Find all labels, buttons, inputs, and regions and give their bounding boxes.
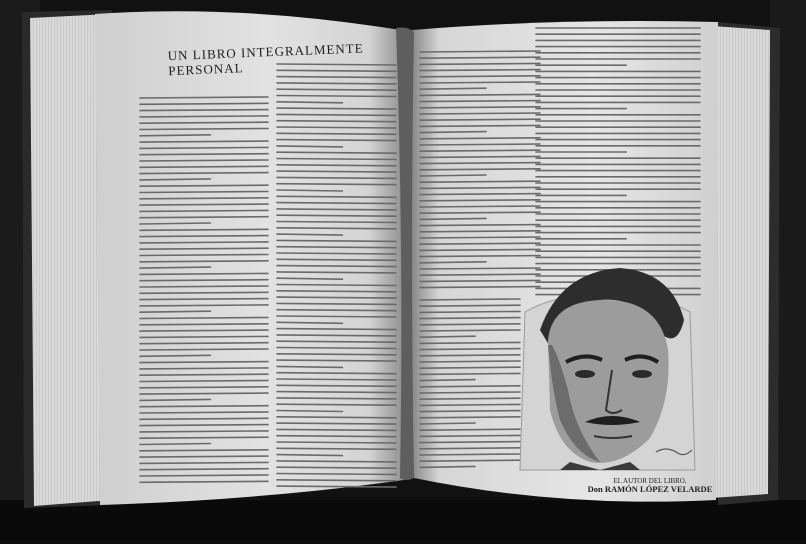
text-line (420, 311, 520, 312)
text-line (277, 259, 396, 260)
text-line (277, 127, 396, 128)
text-line (420, 398, 520, 399)
text-line (420, 187, 540, 188)
text-line (277, 404, 396, 405)
text-line (420, 175, 486, 176)
text-line (140, 311, 210, 312)
text-line (140, 179, 210, 180)
text-line (420, 156, 540, 157)
text-line (277, 316, 396, 317)
text-line (420, 218, 486, 219)
text-line (277, 411, 342, 412)
text-line (420, 460, 520, 461)
text-line (277, 177, 396, 178)
text-line (277, 215, 396, 216)
text-line (277, 429, 396, 430)
text-line (420, 392, 520, 393)
text-line (420, 411, 520, 412)
text-line (277, 165, 396, 166)
text-line (140, 431, 268, 432)
text-line (140, 110, 268, 111)
text-line (420, 144, 540, 145)
text-line (277, 114, 396, 115)
text-line (140, 166, 268, 167)
text-line (277, 348, 396, 349)
text-line (277, 196, 396, 197)
text-line (277, 335, 396, 336)
text-line (140, 336, 268, 337)
text-line (420, 76, 540, 77)
text-line (277, 222, 396, 223)
text-line (277, 285, 396, 286)
text-line (420, 355, 520, 356)
text-line (420, 417, 520, 418)
text-line (140, 374, 268, 375)
text-line (140, 399, 210, 400)
text-line (140, 160, 268, 161)
text-line (140, 103, 268, 104)
text-line (277, 398, 396, 399)
text-line (277, 266, 396, 267)
text-line (277, 247, 396, 248)
text-line (277, 486, 396, 487)
text-line (140, 135, 210, 136)
text-line (140, 116, 268, 117)
text-line (140, 469, 268, 470)
portrait-caption-line1: EL AUTOR DEL LIBRO, (613, 477, 687, 485)
text-line (140, 368, 268, 369)
text-line (420, 274, 540, 275)
text-line (420, 367, 520, 368)
text-line (420, 287, 540, 288)
text-line (420, 119, 540, 120)
text-line (140, 355, 210, 356)
text-line (277, 146, 342, 147)
text-line (420, 299, 520, 300)
text-line (140, 261, 268, 262)
text-line (277, 455, 342, 456)
text-line (277, 240, 396, 241)
text-line (420, 125, 540, 126)
text-line (277, 234, 342, 235)
text-line (140, 381, 268, 382)
text-line (420, 330, 520, 331)
text-line (420, 212, 540, 213)
portrait-caption-line2: Don RAMÓN LÓPEZ VELARDE (587, 484, 713, 495)
text-line (420, 206, 540, 207)
text-line (140, 154, 268, 155)
text-line (420, 448, 520, 449)
text-line (140, 299, 268, 300)
text-line (140, 418, 268, 419)
text-line (277, 341, 396, 342)
text-line (140, 223, 210, 224)
text-line (420, 88, 486, 89)
text-line (277, 379, 396, 380)
text-line (420, 138, 540, 139)
text-line (277, 152, 396, 153)
text-line (140, 324, 268, 325)
text-line (140, 204, 268, 205)
text-line (420, 249, 540, 250)
text-line (277, 209, 396, 210)
text-line (420, 181, 540, 182)
text-line (420, 94, 540, 95)
text-line (140, 198, 268, 199)
text-line (277, 467, 396, 468)
text-line (420, 57, 540, 58)
text-line (140, 217, 268, 218)
text-line (140, 286, 268, 287)
floor-shadow (0, 500, 806, 540)
text-line (140, 387, 268, 388)
text-line (277, 291, 396, 292)
text-line (277, 366, 342, 367)
text-line (277, 184, 396, 185)
left-page-headline: UN LIBRO INTEGRALMENTE PERSONAL (167, 40, 364, 79)
text-line (140, 450, 268, 451)
text-line (140, 273, 268, 274)
text-line (140, 318, 268, 319)
text-line (420, 231, 540, 232)
text-line (277, 392, 396, 393)
text-line (140, 292, 268, 293)
text-line (420, 237, 540, 238)
text-line (140, 456, 268, 457)
text-line (420, 386, 520, 387)
text-line (420, 107, 540, 108)
text-line (420, 200, 540, 201)
text-line (420, 280, 540, 281)
text-line (140, 349, 268, 350)
text-line (140, 362, 268, 363)
text-line (277, 436, 396, 437)
text-line (140, 210, 268, 211)
text-line (140, 248, 268, 249)
text-line (420, 70, 540, 71)
text-line (140, 122, 268, 123)
text-line (277, 322, 342, 323)
text-line (140, 425, 268, 426)
text-line (140, 462, 268, 463)
text-line (420, 454, 520, 455)
text-line (140, 173, 268, 174)
text-line (420, 101, 540, 102)
text-line (277, 310, 396, 311)
text-line (420, 442, 520, 443)
text-line (277, 190, 342, 191)
text-line (420, 262, 486, 263)
text-line (277, 102, 342, 103)
text-line (420, 336, 475, 337)
right-page-edges (712, 26, 770, 498)
text-line (277, 121, 396, 122)
text-line (277, 297, 396, 298)
text-line (420, 51, 540, 52)
text-line (420, 132, 486, 133)
text-line (420, 163, 540, 164)
text-line (277, 133, 396, 134)
text-line (277, 448, 396, 449)
text-line (277, 253, 396, 254)
text-line (420, 342, 520, 343)
text-line (420, 113, 540, 114)
text-line (420, 324, 520, 325)
text-line (140, 475, 268, 476)
text-line (420, 305, 520, 306)
text-line (140, 444, 210, 445)
text-line (420, 429, 520, 430)
text-line (140, 141, 268, 142)
text-line (140, 267, 210, 268)
text-line (420, 268, 540, 269)
text-line (277, 417, 396, 418)
text-line (277, 354, 396, 355)
text-line (420, 349, 520, 350)
text-line (277, 385, 396, 386)
text-line (277, 83, 396, 84)
text-line (420, 435, 520, 436)
text-line (420, 225, 540, 226)
text-line (420, 194, 540, 195)
text-line (420, 243, 540, 244)
portrait-caption (555, 477, 745, 495)
text-line (420, 63, 540, 64)
text-line (420, 423, 475, 424)
text-line (277, 171, 396, 172)
text-line (140, 129, 268, 130)
text-line (277, 140, 396, 141)
text-line (277, 474, 396, 475)
text-line (277, 272, 396, 273)
text-line (277, 108, 396, 109)
text-line (140, 192, 268, 193)
text-line (140, 406, 268, 407)
text-line (420, 361, 520, 362)
text-line (277, 373, 396, 374)
text-line (420, 318, 520, 319)
text-line (140, 147, 268, 148)
text-line (277, 480, 396, 481)
text-line (277, 461, 396, 462)
text-line (140, 412, 268, 413)
text-line (420, 466, 475, 467)
text-line (140, 236, 268, 237)
text-line (420, 82, 540, 83)
text-line (140, 437, 268, 438)
text-line (140, 280, 268, 281)
text-line (140, 481, 268, 482)
text-line (140, 97, 268, 98)
text-line (277, 203, 396, 204)
text-line (420, 150, 540, 151)
text-line (140, 343, 268, 344)
text-line (277, 329, 396, 330)
text-line (140, 330, 268, 331)
text-line (140, 305, 268, 306)
text-line (277, 96, 396, 97)
text-line (420, 169, 540, 170)
text-line (140, 393, 268, 394)
text-line (277, 303, 396, 304)
text-line (140, 185, 268, 186)
text-line (420, 256, 540, 257)
text-line (420, 380, 475, 381)
text-line (277, 442, 396, 443)
text-line (420, 373, 520, 374)
text-line (420, 404, 520, 405)
text-line (277, 228, 396, 229)
text-line (277, 278, 342, 279)
text-line (277, 360, 396, 361)
text-line (277, 423, 396, 424)
text-line (140, 242, 268, 243)
text-line (140, 255, 268, 256)
text-line (277, 89, 396, 90)
text-line (277, 159, 396, 160)
text-line (140, 229, 268, 230)
text-line (277, 77, 396, 78)
